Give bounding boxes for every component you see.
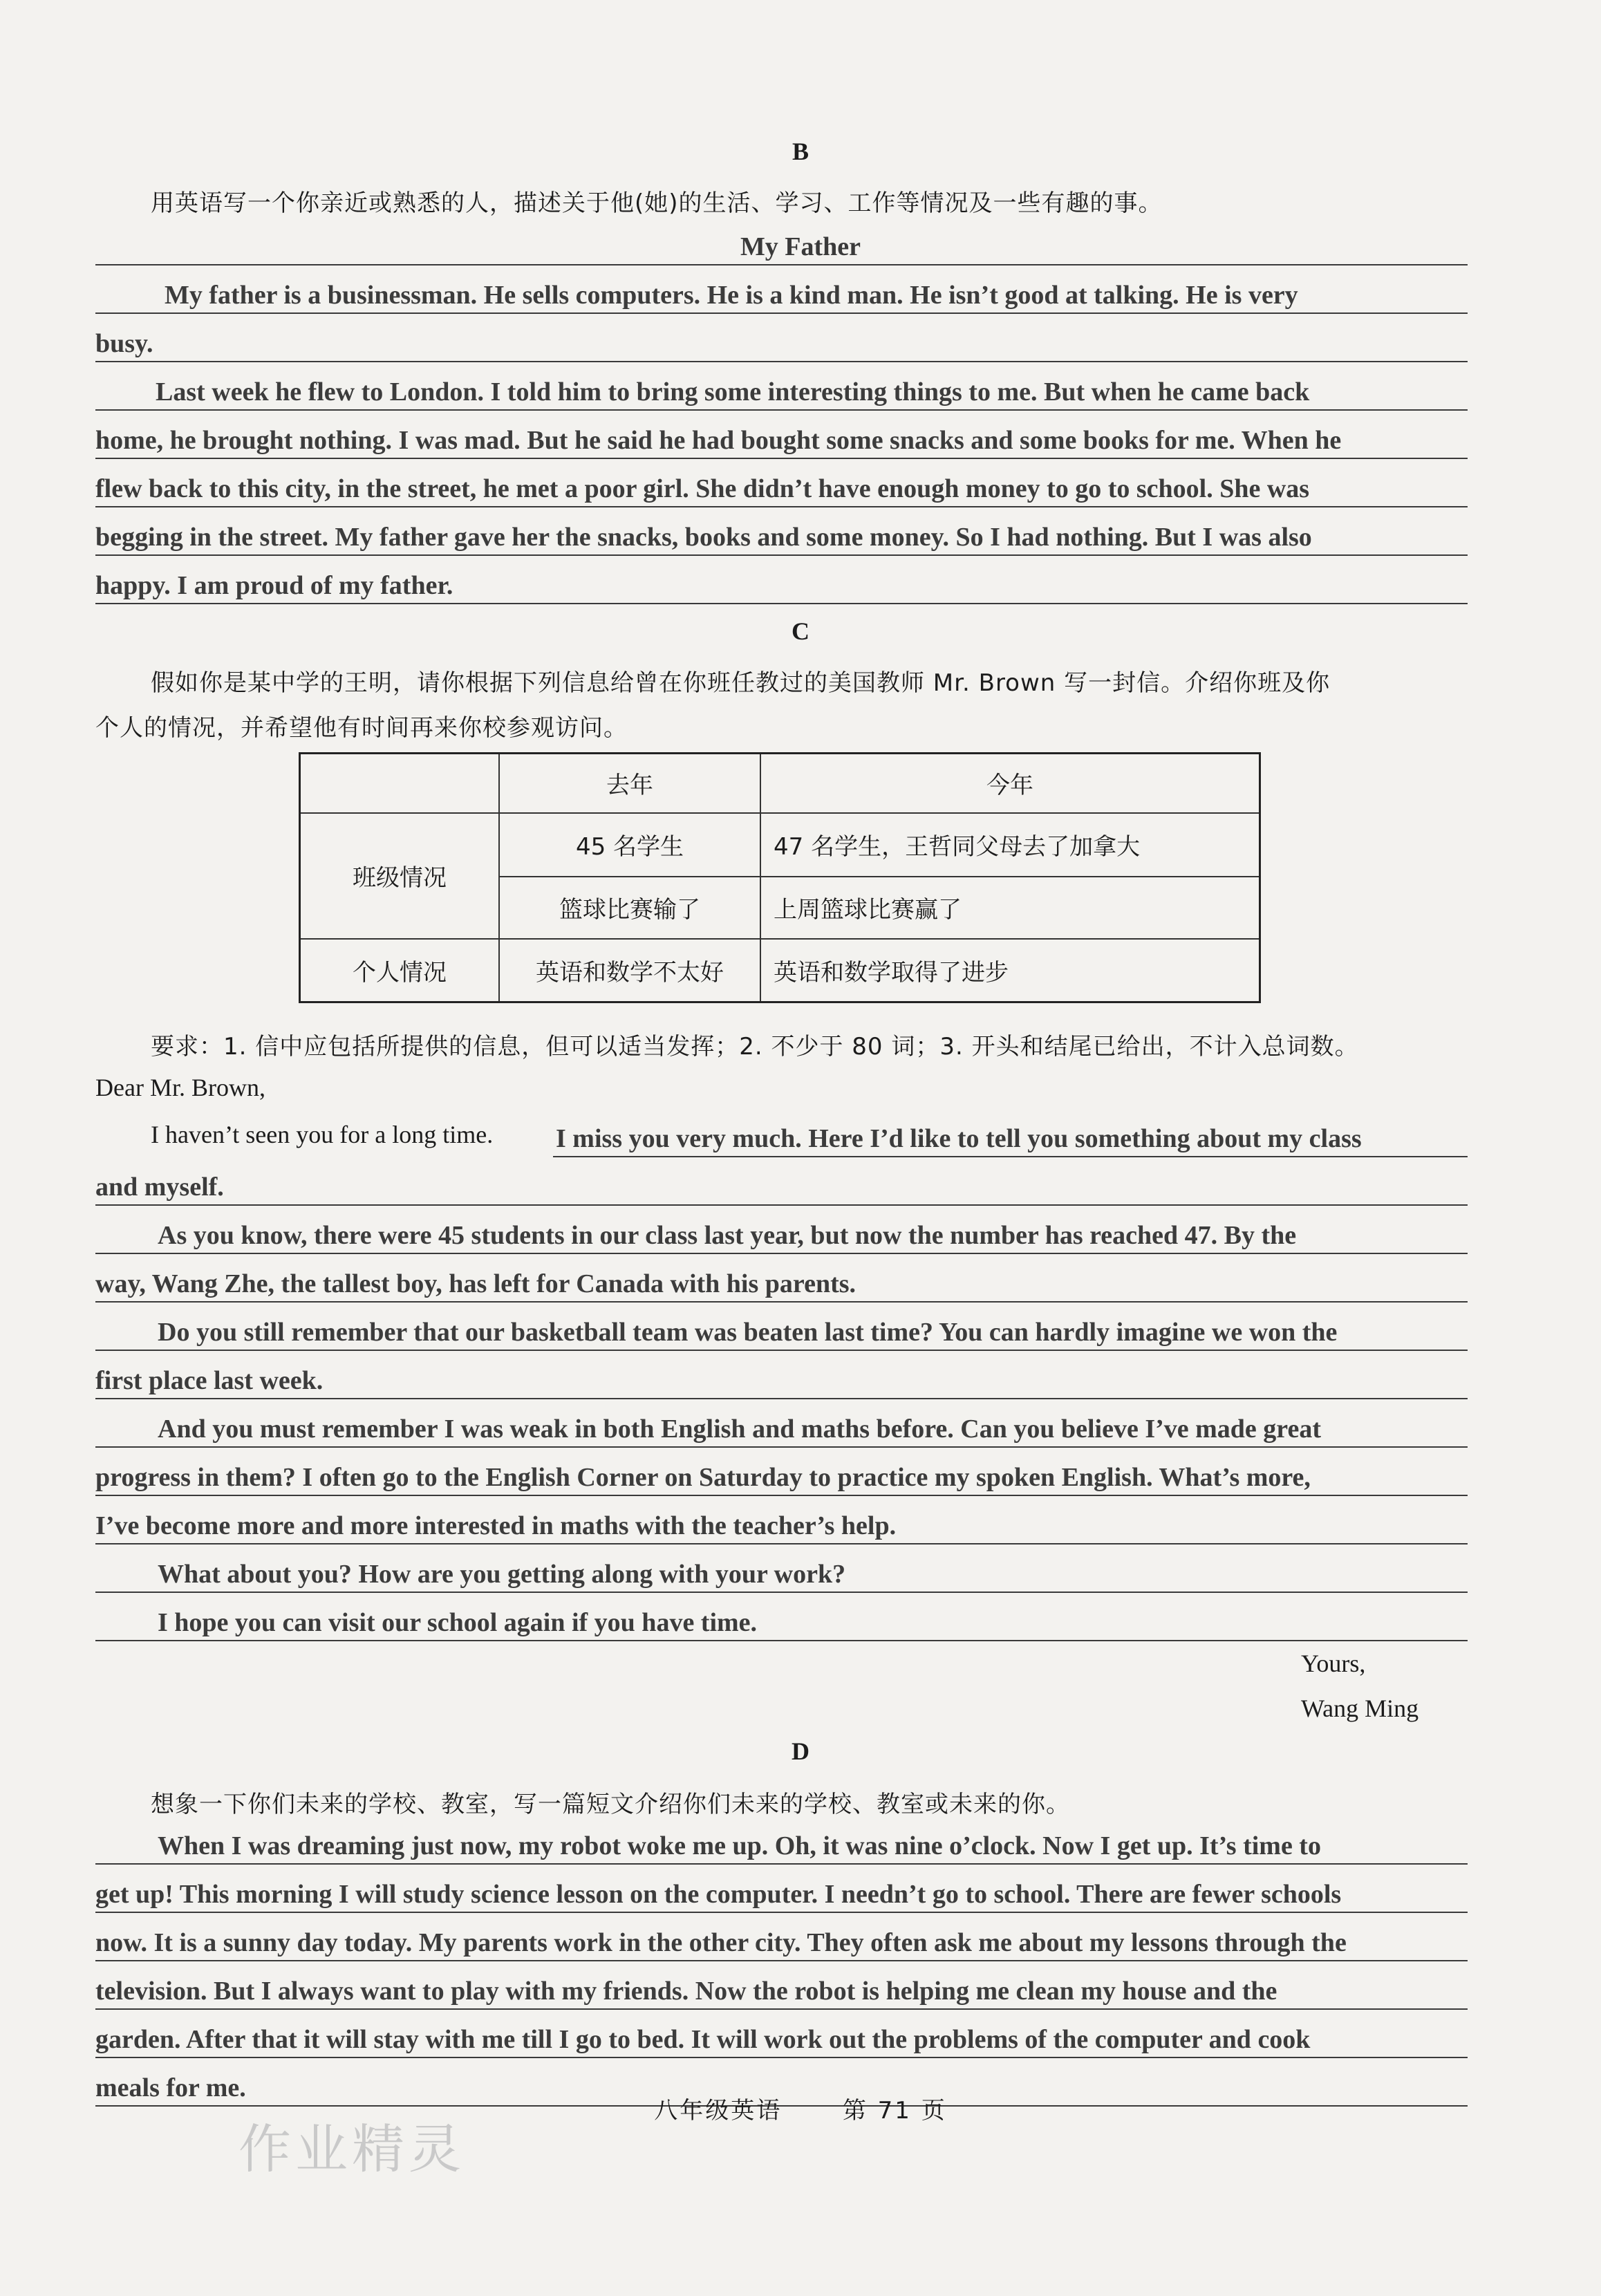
letter-opening-written: I miss you very much. Here I’d like to tell you something about my class xyxy=(556,1124,1362,1153)
essay-b-line: begging in the street. My father gave her the snacks, books and some money. So I had nothing. But I was also xyxy=(95,523,1312,552)
essay-b-line: happy. I am proud of my father. xyxy=(95,571,453,600)
letter-opening-printed: I haven’t seen you for a long time. xyxy=(151,1121,494,1148)
section-d-instruction: 想象一下你们未来的学校、教室，写一篇短文介绍你们未来的学校、教室或未来的你。 xyxy=(151,1791,1070,1818)
personal-this: 英语和数学取得了进步 xyxy=(760,939,1260,1002)
letter-line: And you must remember I was weak in both English and maths before. Can you believe I’ve made great xyxy=(158,1415,1321,1444)
footer-subject: 八年级英语 xyxy=(654,2097,783,2125)
class-row2-this: 上周篮球比赛赢了 xyxy=(760,877,1260,939)
class-row1-last: 45 名学生 xyxy=(499,813,760,877)
essay-d-line: television. But I always want to play with my friends. Now the robot is helping me clean my house and the xyxy=(95,1977,1277,2006)
essay-b-line: Last week he flew to London. I told him to bring some interesting things to me. But when he came back xyxy=(156,377,1310,407)
letter-line: I hope you can visit our school again if you have time. xyxy=(158,1608,758,1637)
section-c-instruction-2: 个人的情况，并希望他有时间再来你校参观访问。 xyxy=(95,714,628,742)
essay-b-title: My Father xyxy=(740,232,861,261)
section-b-instruction: 用英语写一个你亲近或熟悉的人，描述关于他(她)的生活、学习、工作等情况及一些有趣的事。 xyxy=(151,189,1163,217)
letter-line: first place last week. xyxy=(95,1366,324,1395)
essay-d-line: garden. After that it will stay with me till I go to bed. It will work out the problems of the computer and cook xyxy=(95,2025,1311,2054)
letter-line: way, Wang Zhe, the tallest boy, has left for Canada with his parents. xyxy=(95,1269,856,1298)
letter-signature: Wang Ming xyxy=(1301,1695,1419,1722)
essay-b-line: flew back to this city, in the street, he met a poor girl. She didn’t have enough money to go to school. She was xyxy=(95,474,1310,503)
watermark: 作业精灵 xyxy=(238,2118,465,2180)
section-b-letter: B xyxy=(792,138,809,165)
essay-b-line: My father is a businessman. He sells computers. He is a kind man. He isn’t good at talking. He is very xyxy=(165,281,1298,310)
letter-line: I’ve become more and more interested in maths with the teacher’s help. xyxy=(95,1511,897,1540)
section-d-letter: D xyxy=(792,1737,809,1765)
letter-line: Do you still remember that our basketball team was beaten last time? You can hardly imagine we won the xyxy=(158,1318,1338,1347)
essay-d-line: When I was dreaming just now, my robot woke me up. Oh, it was nine o’clock. Now I get up. It’s time to xyxy=(158,1831,1321,1860)
personal-situation-label: 个人情况 xyxy=(300,939,500,1002)
essay-d-line: meals for me. xyxy=(95,2073,246,2102)
essay-d-line: get up! This morning I will study science lesson on the computer. I needn’t go to school. There are fewer schools xyxy=(95,1880,1342,1909)
class-situation-label: 班级情况 xyxy=(300,813,500,939)
ruled-line xyxy=(95,264,1468,265)
page-footer xyxy=(0,2091,1601,2125)
class-row1-this: 47 名学生，王哲同父母去了加拿大 xyxy=(760,813,1260,877)
class-row2-last: 篮球比赛输了 xyxy=(499,877,760,939)
table-corner-cell xyxy=(300,754,500,813)
letter-line: What about you? How are you getting along with your work? xyxy=(158,1560,846,1589)
info-table xyxy=(299,752,1261,1003)
essay-b-line: busy. xyxy=(95,329,153,358)
header-last-year: 去年 xyxy=(499,754,760,813)
section-c-letter: C xyxy=(792,617,809,645)
letter-line: and myself. xyxy=(95,1173,224,1202)
footer-page-number: 第 71 页 xyxy=(842,2097,947,2125)
letter-line: progress in them? I often go to the English Corner on Saturday to practice my spoken English. What’s more, xyxy=(95,1463,1311,1492)
header-this-year: 今年 xyxy=(760,754,1260,813)
personal-last: 英语和数学不太好 xyxy=(499,939,760,1002)
essay-b-line: home, he brought nothing. I was mad. But he said he had bought some snacks and some books for me. When he xyxy=(95,426,1342,455)
letter-salutation: Dear Mr. Brown, xyxy=(95,1074,265,1101)
section-c-requirements: 要求：1. 信中应包括所提供的信息，但可以适当发挥；2. 不少于 80 词；3. 开头和结尾已给出，不计入总词数。 xyxy=(151,1033,1359,1061)
essay-d-line: now. It is a sunny day today. My parents work in the other city. They often ask me about my lessons through the xyxy=(95,1928,1347,1957)
letter-closing: Yours, xyxy=(1301,1650,1366,1677)
section-c-instruction-1: 假如你是某中学的王明，请你根据下列信息给曾在你班任教过的美国教师 Mr. Brown 写一封信。介绍你班及你 xyxy=(151,669,1331,697)
letter-line: As you know, there were 45 students in our class last year, but now the number has reached 47. By the xyxy=(158,1221,1297,1250)
